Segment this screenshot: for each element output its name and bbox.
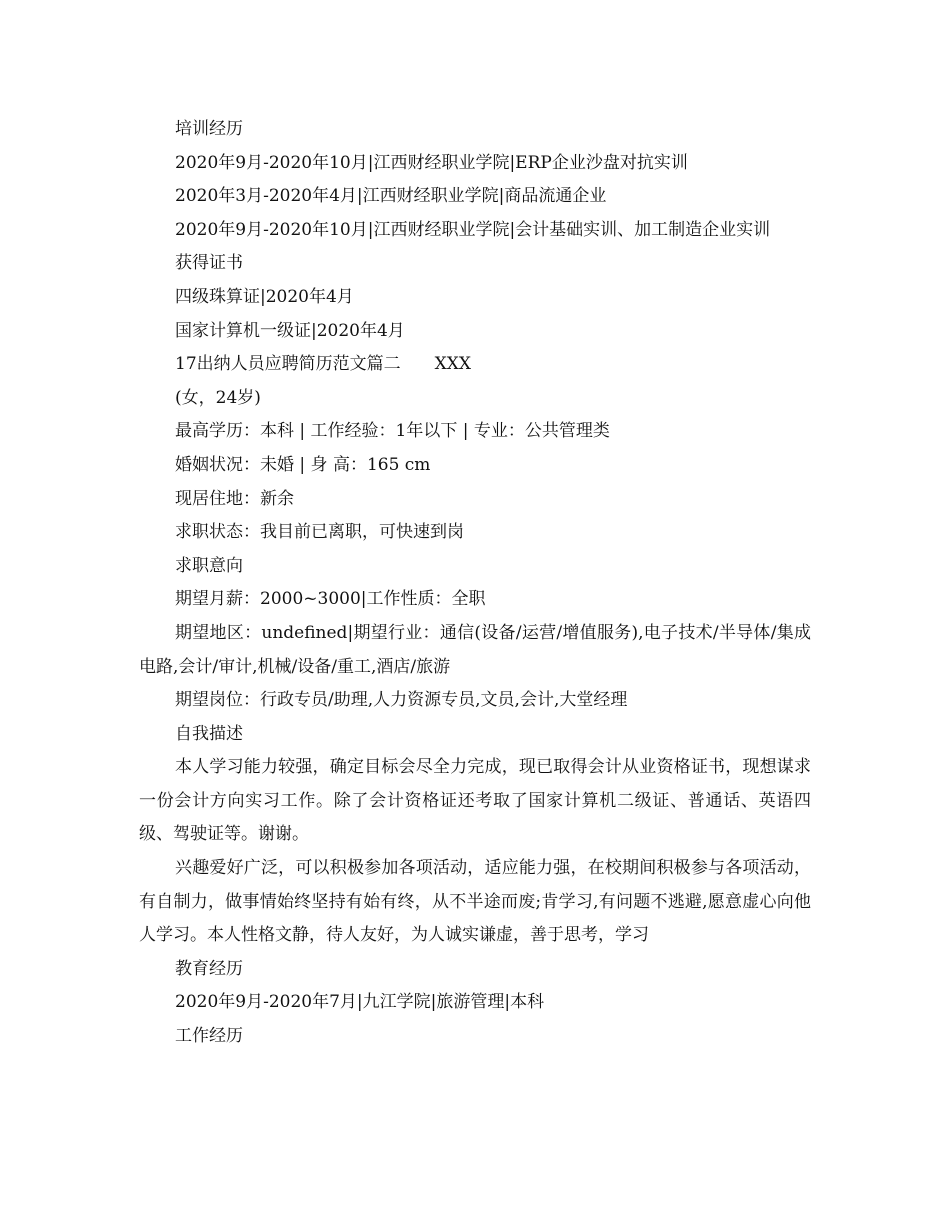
expected-region-industry: 期望地区：undefined|期望行业：通信(设备/运营/增值服务),电子技术/半导体/集成电路,会计/审计,机械/设备/重工,酒店/旅游: [139, 622, 811, 677]
expected-position: 期望岗位：行政专员/助理,人力资源专员,文员,会计,大堂经理: [175, 690, 628, 711]
work-heading: 工作经历: [175, 1026, 243, 1047]
training-item: 2020年9月-2020年10月|江西财经职业学院|ERP企业沙盘对抗实训: [175, 152, 688, 173]
expected-salary: 期望月薪：2000~3000|工作性质：全职: [175, 589, 486, 610]
marital-height: 婚姻状况：未婚 | 身 高：165 cm: [175, 454, 431, 475]
resume-title: 17出纳人员应聘简历范文篇二: [175, 354, 401, 375]
self-description-heading: 自我描述: [175, 723, 243, 744]
education-heading: 教育经历: [175, 958, 243, 979]
certificate-item: 国家计算机一级证|2020年4月: [175, 320, 405, 341]
intention-heading: 求职意向: [175, 555, 243, 576]
training-item: 2020年3月-2020年4月|江西财经职业学院|商品流通企业: [175, 186, 607, 207]
training-heading: 培训经历: [175, 119, 243, 139]
education-item: 2020年9月-2020年7月|九江学院|旅游管理|本科: [175, 992, 545, 1013]
job-status: 求职状态：我目前已离职，可快速到岗: [175, 522, 464, 543]
self-description-paragraph: 兴趣爱好广泛，可以积极参加各项活动，适应能力强，在校期间积极参与各项活动，有自制力，做事情始终坚持有始有终，从不半途而废;肯学习,有问题不逃避,愿意虚心向他人学习。本人性格文静，待人友好，为人诚实谦虚，善于思考，学习: [139, 858, 811, 946]
training-item: 2020年9月-2020年10月|江西财经职业学院|会计基础实训、加工制造企业实训: [175, 219, 771, 240]
gender-age: (女，24岁): [175, 387, 261, 408]
education-summary: 最高学历：本科 | 工作经验：1年以下 | 专业：公共管理类: [175, 421, 610, 442]
certificates-heading: 获得证书: [175, 253, 243, 274]
resume-content: [139, 113, 811, 1054]
resume-title-line: [139, 348, 811, 382]
certificate-item: 四级珠算证|2020年4月: [175, 286, 354, 307]
residence: 现居住地：新余: [175, 488, 294, 509]
candidate-name: XXX: [434, 354, 471, 375]
self-description-paragraph: 本人学习能力较强，确定目标会尽全力完成，现已取得会计从业资格证书，现想谋求一份会计方向实习工作。除了会计资格证还考取了国家计算机二级证、普通话、英语四级、驾驶证等。谢谢。: [139, 757, 811, 845]
